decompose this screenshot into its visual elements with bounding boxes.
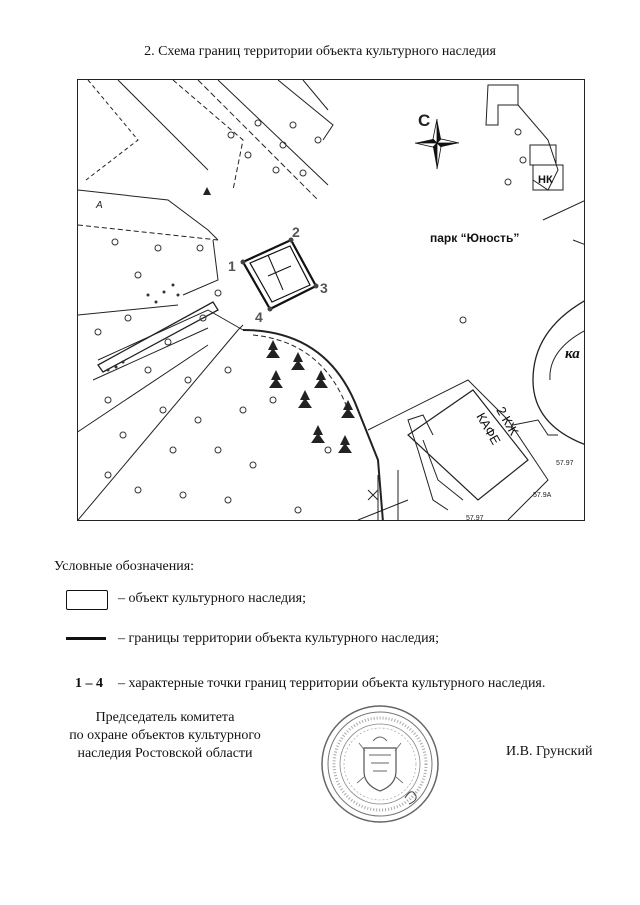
elevation-label-2: 57.9А (533, 492, 552, 499)
point-label-4: 4 (255, 309, 263, 325)
point-label-1: 1 (228, 258, 236, 274)
kn-label: НК (538, 174, 553, 186)
cafe-label-a: 2 КЖ (493, 404, 522, 438)
ka-label: ка (565, 346, 580, 362)
signatory-position (40, 709, 290, 763)
legend-boundary-text: – границы территории объекта культурного наследия; (118, 631, 439, 646)
compass-letter: С (418, 111, 431, 130)
page-title: 2. Схема границ территории объекта культурного наследия (144, 44, 496, 59)
signatory-name: И.В. Грунский (506, 744, 593, 759)
point-label-3: 3 (320, 280, 328, 296)
legend-points-range: 1 – 4 (75, 676, 103, 691)
legend-object-text: – объект культурного наследия; (118, 591, 306, 606)
site-plan-map (77, 79, 585, 521)
legend-boundary-symbol (66, 637, 106, 640)
cafe-label-b: КАФЕ (473, 410, 504, 448)
park-label: парк “Юность” (430, 231, 520, 245)
signatory-line-1: Председатель комитета (95, 710, 235, 725)
legend-object-symbol (66, 590, 108, 610)
road-letter: А (96, 200, 103, 211)
official-seal-icon (319, 703, 441, 825)
signatory-line-2: по охране объектов культурного (69, 728, 261, 743)
map-drawing (78, 80, 585, 521)
elevation-label-1: 57.97 (556, 460, 574, 467)
point-label-2: 2 (292, 224, 300, 240)
legend-heading: Условные обозначения: (54, 559, 195, 574)
elevation-label-3: 57.97 (466, 515, 484, 522)
signatory-line-3: наследия Ростовской области (77, 746, 253, 761)
legend-points-text: – характерные точки границ территории объекта культурного наследия. (118, 676, 546, 691)
